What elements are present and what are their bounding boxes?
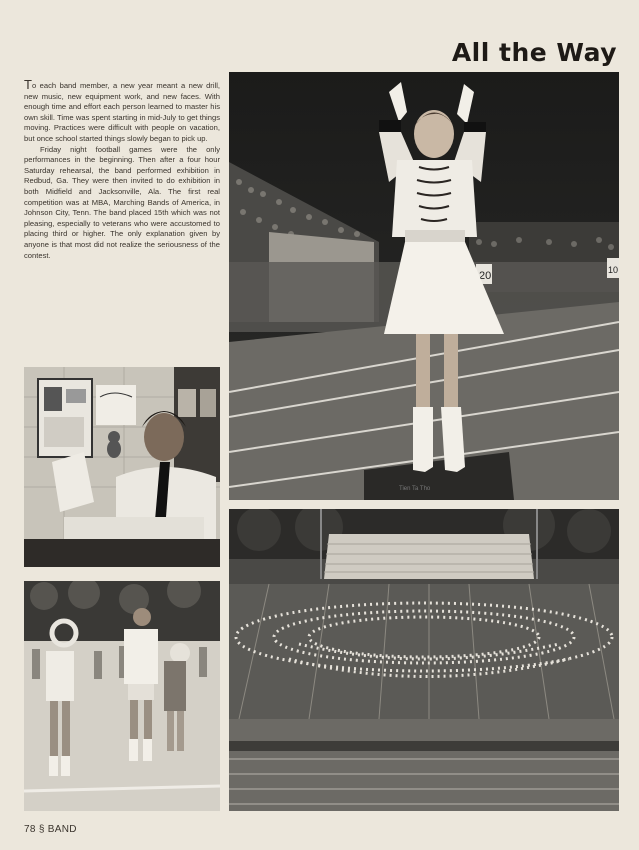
page-footer	[24, 824, 77, 835]
article-paragraph-2: Friday night football games were the only performances in the beginning. Then after a four hour Saturday rehearsal, the band performed exhibition in Redbud, Ga. They were then invited to do exhibition in both Midfield and Jacksonville, Ala. The first real competition was at MBA, Marching Bands of America, in Johnson City, Tenn. The band placed 15th which was not pleasing, especially to veterans who were accustomed to placing third or higher. The only explanation given by anyone is that most did not realize the seriousness of the contest.	[24, 144, 220, 260]
scoreboard-right-text: 10	[608, 265, 619, 275]
article-paragraph-1	[24, 77, 220, 145]
page-title: All the Way	[451, 38, 617, 67]
field-formation-image	[229, 509, 619, 811]
article-body	[24, 77, 220, 261]
band-director-image	[24, 367, 220, 567]
photo-drum-major	[229, 72, 619, 500]
drop-cap: T	[24, 77, 32, 92]
podium-sign-text: Tien Ta Tho	[399, 486, 431, 492]
photo-field-formation	[229, 509, 619, 811]
photo-band-director	[24, 367, 220, 567]
article-paragraph-1-text: o each band member, a new year meant a new drill, new music, new equipment work, and new faces. With enough time and effort each person learned to master his own skill. Time was spent starting in mid-July to get things moving. Practices were difficult with people on vacation, but once school started things slowly began to pick up.	[24, 81, 220, 143]
scoreboard-left-text: 20	[479, 270, 492, 282]
photo-band-practice	[24, 581, 220, 811]
band-practice-image	[24, 581, 220, 811]
section-name: BAND	[47, 824, 77, 835]
page-number: 78	[24, 824, 36, 835]
drum-major-image	[229, 72, 619, 500]
section-mark: §	[38, 824, 45, 835]
